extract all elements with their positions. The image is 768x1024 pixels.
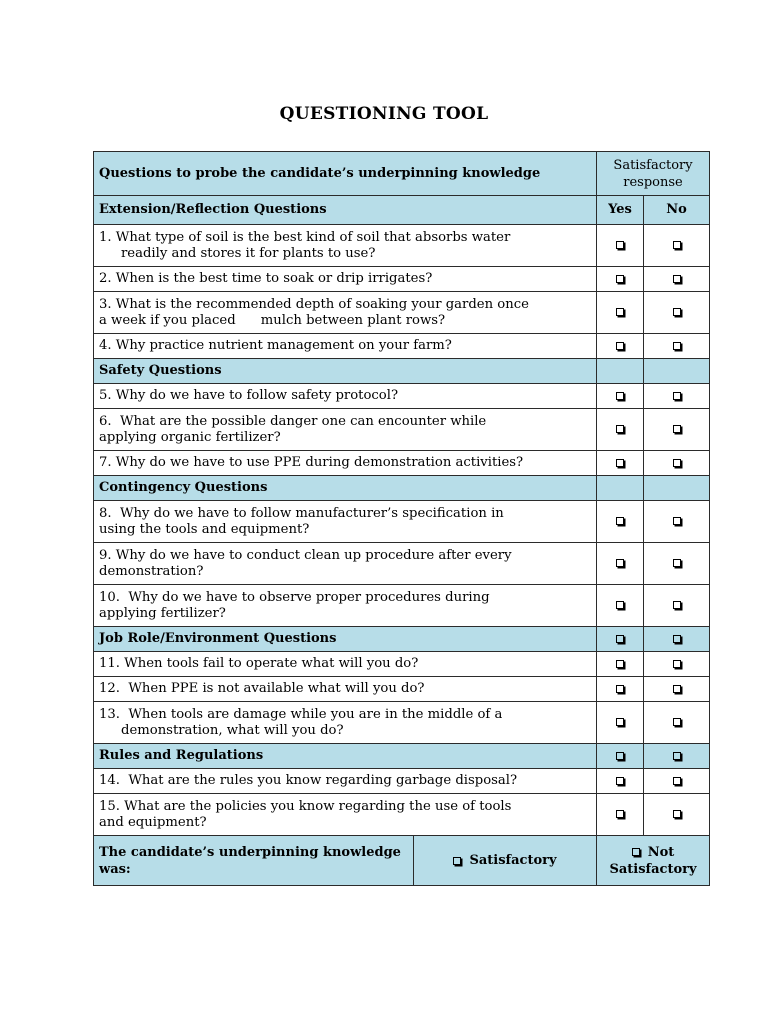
question-text: 4. Why practice nutrient management on your farm?: [94, 334, 597, 359]
question-row: [94, 794, 710, 836]
yes-checkbox[interactable]: [616, 392, 624, 400]
satisfactory-response-header: Satisfactory response: [597, 152, 710, 196]
question-text: 5. Why do we have to follow safety protocol?: [94, 384, 597, 409]
yes-checkbox[interactable]: [616, 718, 624, 726]
question-row: [94, 769, 710, 794]
not-satisfactory-option[interactable]: [597, 836, 710, 886]
yes-checkbox-cell[interactable]: [597, 702, 644, 744]
question-text: [94, 409, 597, 451]
yes-checkbox[interactable]: [616, 777, 624, 785]
no-checkbox-cell[interactable]: [644, 543, 710, 585]
no-checkbox[interactable]: [673, 275, 681, 283]
yes-checkbox-cell[interactable]: [597, 409, 644, 451]
no-checkbox-cell[interactable]: [644, 225, 710, 267]
no-checkbox-cell[interactable]: [644, 384, 710, 409]
no-checkbox[interactable]: [673, 559, 681, 567]
question-line-2: demonstration?: [99, 563, 204, 579]
question-row: [94, 267, 710, 292]
no-checkbox[interactable]: [673, 241, 681, 249]
no-checkbox[interactable]: [673, 392, 681, 400]
yes-header: Yes: [597, 196, 644, 225]
no-checkbox[interactable]: [673, 601, 681, 609]
questions-header: Questions to probe the candidate’s underpinning knowledge: [94, 152, 597, 196]
no-checkbox-cell[interactable]: [644, 769, 710, 794]
no-checkbox-cell[interactable]: [644, 267, 710, 292]
question-row: [94, 585, 710, 627]
question-line-1: 15. What are the policies you know regarding the use of tools: [99, 798, 512, 814]
no-checkbox-cell[interactable]: [644, 451, 710, 476]
no-checkbox[interactable]: [673, 718, 681, 726]
question-line-1: 6. What are the possible danger one can encounter while: [99, 413, 487, 429]
no-checkbox-cell[interactable]: [644, 702, 710, 744]
no-checkbox[interactable]: [673, 685, 681, 693]
yes-checkbox[interactable]: [616, 685, 624, 693]
yes-checkbox[interactable]: [616, 517, 624, 525]
question-row: [94, 334, 710, 359]
yes-checkbox-cell[interactable]: [597, 225, 644, 267]
footer-row: [94, 836, 710, 886]
satisfactory-option-label: Satisfactory: [469, 853, 557, 868]
no-checkbox[interactable]: [673, 810, 681, 818]
question-row: [94, 543, 710, 585]
yes-checkbox-cell[interactable]: [597, 543, 644, 585]
question-row: [94, 384, 710, 409]
question-line-1: 1. What type of soil is the best kind of soil that absorbs water: [99, 229, 511, 245]
header-row: [94, 152, 710, 196]
question-row: [94, 702, 710, 744]
yes-checkbox-cell[interactable]: [597, 384, 644, 409]
question-line-1: 13. When tools are damage while you are in the middle of a: [99, 706, 503, 722]
question-text: 7. Why do we have to use PPE during demonstration activities?: [94, 451, 597, 476]
yes-checkbox-cell[interactable]: [597, 677, 644, 702]
yes-checkbox-cell[interactable]: [597, 451, 644, 476]
yes-checkbox-cell[interactable]: [597, 501, 644, 543]
no-checkbox[interactable]: [673, 308, 681, 316]
question-line-2: demonstration, what will you do?: [121, 722, 344, 738]
yes-checkbox-cell[interactable]: [597, 769, 644, 794]
yes-checkbox-cell[interactable]: [597, 585, 644, 627]
question-line-2: readily and stores it for plants to use?: [121, 245, 376, 261]
no-checkbox-cell[interactable]: [644, 627, 710, 652]
no-checkbox[interactable]: [673, 517, 681, 525]
question-text: [94, 702, 597, 744]
question-text: [94, 501, 597, 543]
yes-checkbox[interactable]: [616, 660, 624, 668]
question-line-1: 9. Why do we have to conduct clean up procedure after every: [99, 547, 512, 563]
yes-checkbox[interactable]: [616, 241, 624, 249]
not-satisfactory-checkbox[interactable]: [632, 848, 640, 856]
candidate-knowledge-label: The candidate’s underpinning knowledge was:: [94, 836, 414, 886]
yes-checkbox-cell[interactable]: [597, 334, 644, 359]
no-checkbox-cell[interactable]: [644, 292, 710, 334]
no-checkbox[interactable]: [673, 425, 681, 433]
no-checkbox-cell[interactable]: [644, 652, 710, 677]
no-checkbox-cell[interactable]: [644, 744, 710, 769]
question-row: [94, 409, 710, 451]
question-line-1: 10. Why do we have to observe proper procedures during: [99, 589, 490, 605]
no-header: No: [644, 196, 710, 225]
section-title: Contingency Questions: [94, 476, 597, 501]
empty-cell: [597, 476, 644, 501]
section-header-row: [94, 744, 710, 769]
question-text: 12. When PPE is not available what will you do?: [94, 677, 597, 702]
questioning-table: [93, 151, 710, 886]
question-row: [94, 292, 710, 334]
no-checkbox-cell[interactable]: [644, 409, 710, 451]
no-checkbox-cell[interactable]: [644, 334, 710, 359]
yes-checkbox-cell[interactable]: [597, 794, 644, 836]
yes-checkbox[interactable]: [616, 425, 624, 433]
yes-checkbox[interactable]: [616, 810, 624, 818]
no-checkbox[interactable]: [673, 752, 681, 760]
question-text: [94, 292, 597, 334]
satisfactory-checkbox[interactable]: [453, 857, 461, 865]
not-satisfactory-option-label: Not Satisfactory: [609, 844, 697, 877]
no-checkbox-cell[interactable]: [644, 501, 710, 543]
section-header-row: [94, 476, 710, 501]
yes-checkbox-cell[interactable]: [597, 292, 644, 334]
yes-checkbox-cell[interactable]: [597, 627, 644, 652]
question-line-1: 3. What is the recommended depth of soaking your garden once: [99, 296, 529, 312]
section-title: Rules and Regulations: [94, 744, 597, 769]
empty-cell: [644, 359, 710, 384]
question-line-2: and equipment?: [99, 814, 207, 830]
section-title: Extension/Reflection Questions: [94, 196, 597, 225]
yes-checkbox[interactable]: [616, 459, 624, 467]
section-title: Safety Questions: [94, 359, 597, 384]
question-text: [94, 794, 597, 836]
yes-checkbox[interactable]: [616, 752, 624, 760]
yes-checkbox-cell[interactable]: [597, 744, 644, 769]
yes-checkbox[interactable]: [616, 342, 624, 350]
no-checkbox[interactable]: [673, 777, 681, 785]
empty-cell: [597, 359, 644, 384]
yes-checkbox-cell[interactable]: [597, 267, 644, 292]
yes-checkbox[interactable]: [616, 308, 624, 316]
section-header-row: [94, 196, 710, 225]
satisfactory-option[interactable]: [414, 836, 597, 886]
yes-checkbox-cell[interactable]: [597, 652, 644, 677]
question-row: [94, 225, 710, 267]
question-line-2: applying organic fertilizer?: [99, 429, 281, 445]
question-text: 2. When is the best time to soak or drip irrigates?: [94, 267, 597, 292]
question-row: [94, 501, 710, 543]
empty-cell: [644, 476, 710, 501]
no-checkbox[interactable]: [673, 635, 681, 643]
question-text: [94, 543, 597, 585]
question-text: [94, 225, 597, 267]
section-header-row: [94, 627, 710, 652]
question-row: [94, 451, 710, 476]
no-checkbox[interactable]: [673, 342, 681, 350]
yes-checkbox[interactable]: [616, 559, 624, 567]
question-line-2: applying fertilizer?: [99, 605, 226, 621]
question-line-1: 8. Why do we have to follow manufacturer’s specification in: [99, 505, 504, 521]
no-checkbox-cell[interactable]: [644, 585, 710, 627]
yes-checkbox[interactable]: [616, 275, 624, 283]
no-checkbox[interactable]: [673, 459, 681, 467]
question-text: 11. When tools fail to operate what will you do?: [94, 652, 597, 677]
question-text: 14. What are the rules you know regarding garbage disposal?: [94, 769, 597, 794]
yes-checkbox[interactable]: [616, 601, 624, 609]
page-title: QUESTIONING TOOL: [279, 104, 489, 124]
question-line-2: a week if you placed mulch between plant rows?: [99, 312, 446, 328]
question-row: [94, 652, 710, 677]
question-line-2: using the tools and equipment?: [99, 521, 310, 537]
no-checkbox[interactable]: [673, 660, 681, 668]
question-text: [94, 585, 597, 627]
no-checkbox-cell[interactable]: [644, 677, 710, 702]
section-header-row: [94, 359, 710, 384]
no-checkbox-cell[interactable]: [644, 794, 710, 836]
question-row: [94, 677, 710, 702]
yes-checkbox[interactable]: [616, 635, 624, 643]
section-title: Job Role/Environment Questions: [94, 627, 597, 652]
